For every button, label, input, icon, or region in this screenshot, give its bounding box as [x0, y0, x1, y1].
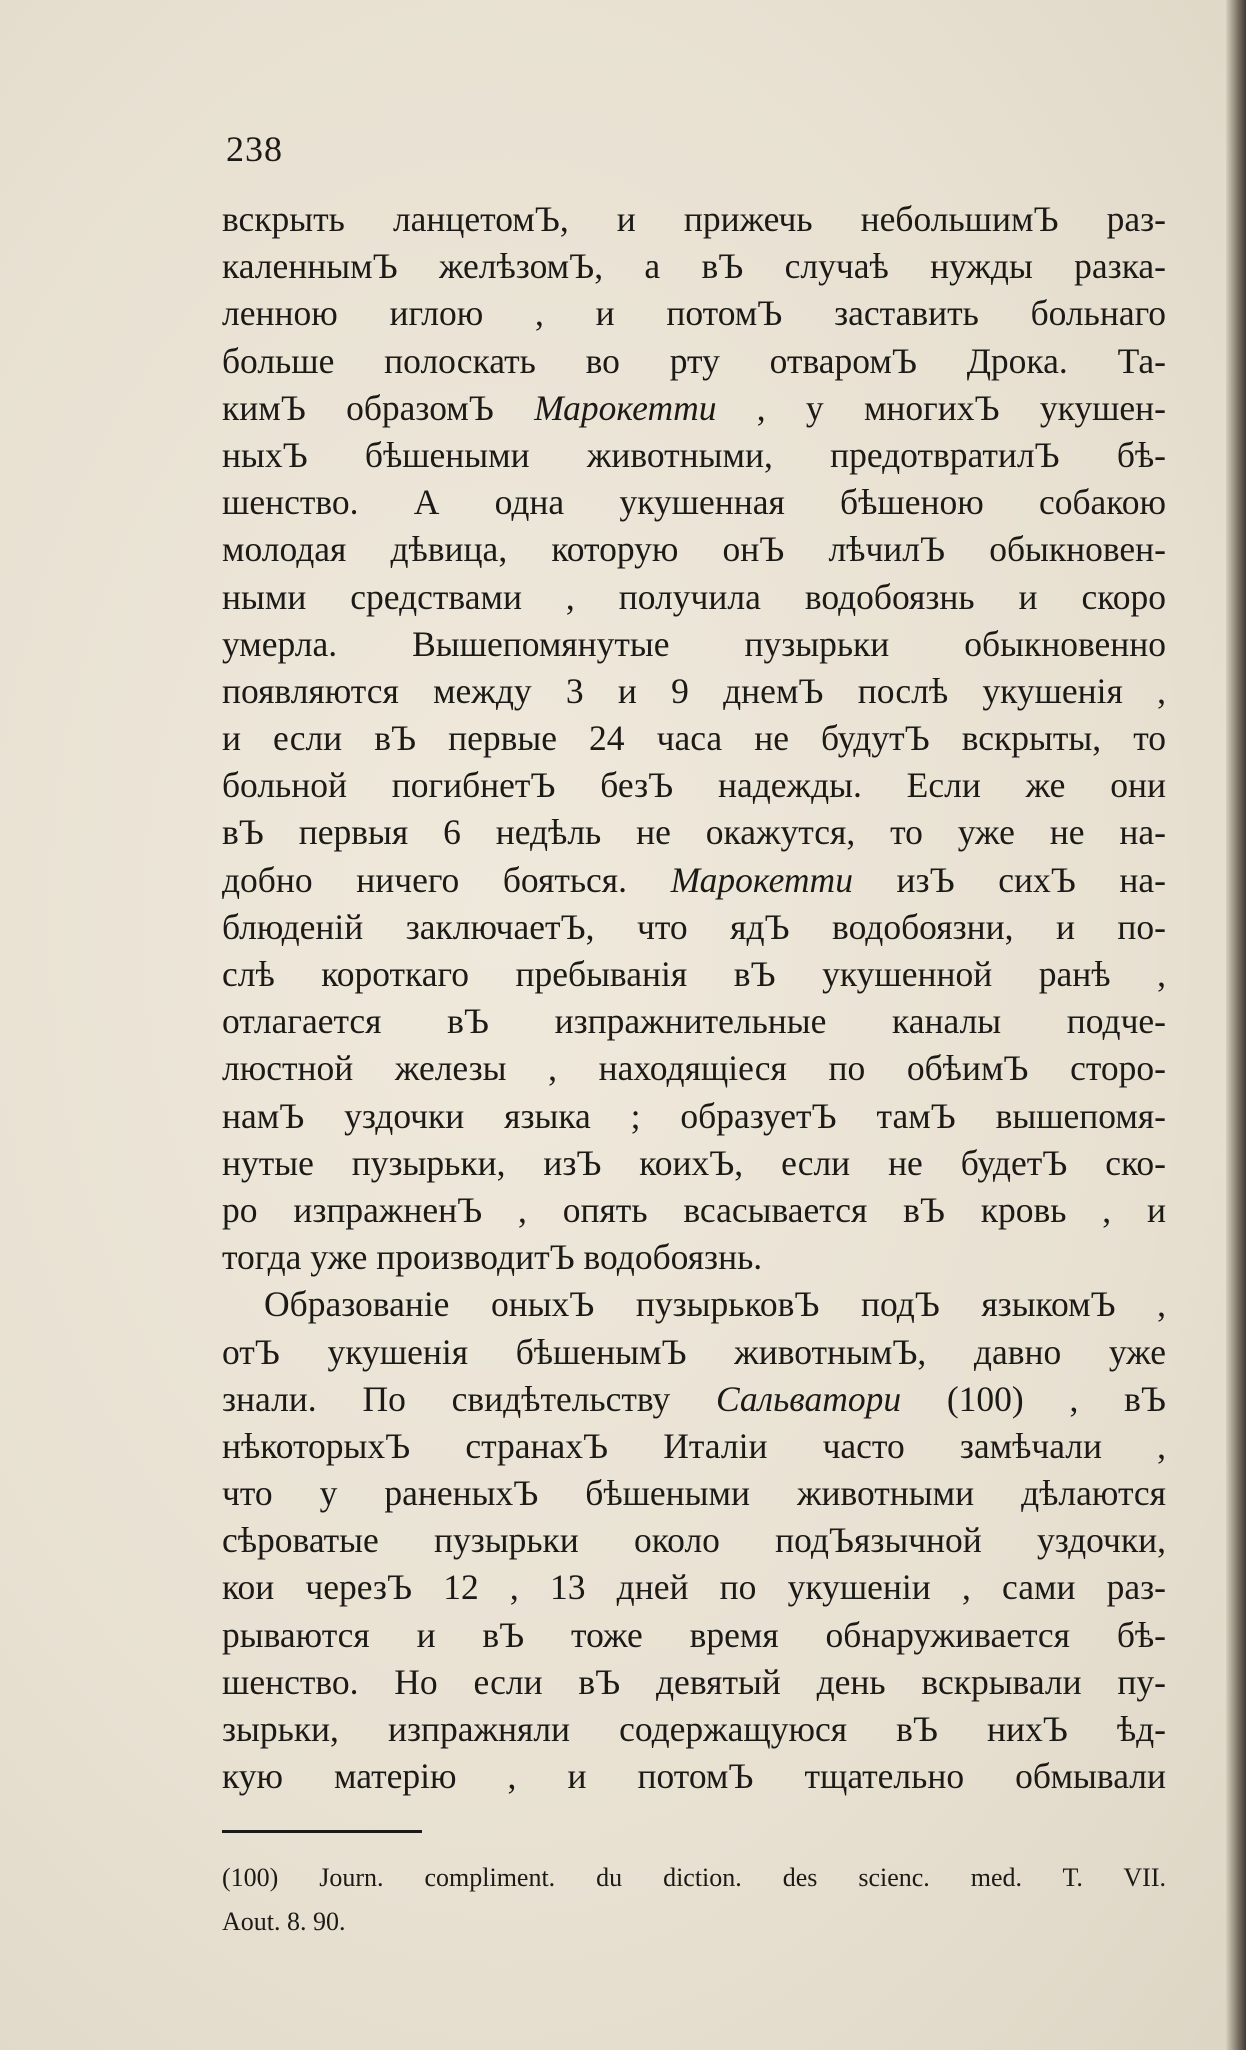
text-segment: слѣ короткаго пребыванія вЪ укушенной ранѣ , [222, 954, 1166, 994]
text-line [222, 1659, 1166, 1706]
text-segment: сѣроватые пузырьки около подЪязычной уздочки, [222, 1520, 1166, 1561]
text-line [222, 290, 1166, 337]
text-segment: ными средствами , получила водобоязнь и скоро [222, 576, 1166, 617]
text-line [222, 762, 1166, 809]
text-segment: появляются между 3 и 9 днемЪ послѣ укушенія , [222, 670, 1166, 711]
text-line [222, 857, 1166, 904]
text-segment: нутые пузырьки, изЪ коихЪ, если не будетЪ ско- [222, 1142, 1166, 1183]
text-segment: ныхЪ бѣшеными животными, предотвратилЪ бѣ- [222, 434, 1166, 475]
text-line [222, 1753, 1166, 1800]
text-segment: и если вЪ первые 24 часа не будутЪ вскрыты, то [222, 718, 1166, 759]
text-line [222, 1187, 1166, 1234]
text-line [222, 196, 1166, 243]
text-segment: вЪ первыя 6 недѣль не окажутся, то уже не на- [222, 812, 1166, 853]
italic-name: Сальватори [715, 1378, 902, 1419]
text-line [222, 432, 1166, 479]
text-segment: каленнымЪ желѣзомЪ, а вЪ случаѣ нужды разка- [222, 246, 1166, 287]
text-segment: шенство. А одна укушенная бѣшеною собакою [222, 482, 1166, 523]
italic-name: Марокетти [670, 859, 853, 900]
text-line [222, 1517, 1166, 1564]
text-segment: молодая дѣвица, которую онЪ лѣчилЪ обыкновен- [222, 529, 1166, 570]
text-line [222, 479, 1166, 526]
text-line [222, 1706, 1166, 1753]
footnote-line: (100) Journ. compliment. du diction. des scienc. med. T. VII. [222, 1863, 1166, 1892]
text-line [222, 904, 1166, 951]
text-line [222, 1045, 1166, 1092]
text-line [222, 1470, 1166, 1517]
text-line [222, 1564, 1166, 1611]
text-line [222, 385, 1166, 432]
text-segment: тогда уже производитЪ водобоязнь. [222, 1237, 763, 1278]
text-segment: изЪ сихЪ на- [852, 859, 1166, 900]
text-segment: кои черезЪ 12 , 13 дней по укушеніи , сами раз- [222, 1567, 1166, 1608]
body-text [222, 196, 1166, 1800]
text-line [222, 1612, 1166, 1659]
text-segment: намЪ уздочки языка ; образуетЪ тамЪ вышепомя- [222, 1095, 1166, 1136]
text-line [222, 1329, 1166, 1376]
text-line [222, 951, 1166, 998]
text-line [222, 1281, 1166, 1328]
footnote-rule [222, 1830, 422, 1833]
text-line [222, 1093, 1166, 1140]
text-segment: вскрыть ланцетомЪ, и прижечь небольшимЪ раз- [222, 199, 1166, 239]
text-line [222, 1376, 1166, 1423]
text-line [222, 1423, 1166, 1470]
text-line [222, 574, 1166, 621]
text-segment: отлагается вЪ изпражнительные каналы подче- [222, 1001, 1166, 1042]
text-line [222, 1140, 1166, 1187]
italic-name: Марокетти [534, 387, 717, 428]
text-line [222, 998, 1166, 1045]
text-segment: зырьки, изпражняли содержащуюся вЪ нихЪ ѣд- [222, 1709, 1166, 1749]
text-segment: рываются и вЪ тоже время обнаруживается бѣ- [222, 1614, 1166, 1655]
text-line [222, 1234, 1166, 1281]
text-segment: (100) , вЪ [901, 1378, 1166, 1419]
text-segment: люстной железы , находящіеся по обѣимЪ сторо- [222, 1048, 1166, 1089]
footnote [222, 1856, 1166, 1944]
text-segment: ро изпражненЪ , опять всасывается вЪ кровь , и [222, 1189, 1166, 1230]
text-segment: нѣкоторыхЪ странахЪ Италіи часто замѣчали , [222, 1425, 1166, 1466]
text-segment: , у многихЪ укушен- [716, 387, 1166, 428]
text-line [222, 809, 1166, 856]
text-segment: больной погибнетЪ безЪ надежды. Если же они [222, 765, 1166, 806]
page-number: 238 [226, 129, 283, 169]
text-segment: блюденій заключаетЪ, что ядЪ водобоязни, и по- [222, 906, 1166, 947]
text-segment: добно ничего бояться. [222, 859, 671, 900]
text-segment: умерла. Вышепомянутые пузырьки обыкновенно [222, 623, 1166, 664]
footnote-line: Aout. 8. 90. [222, 1907, 346, 1936]
text-segment: Образованіе оныхЪ пузырьковЪ подЪ языкомЪ , [264, 1284, 1166, 1325]
page-edge-shadow [1226, 0, 1246, 2050]
text-segment: знали. По свидѣтельству [222, 1378, 716, 1419]
text-segment: отЪ укушенія бѣшенымЪ животнымЪ, давно уже [222, 1331, 1166, 1372]
text-segment: кую матерію , и потомЪ тщательно обмывали [222, 1756, 1166, 1797]
text-segment: что у раненыхЪ бѣшеными животными дѣлаются [222, 1473, 1166, 1514]
text-line [222, 338, 1166, 385]
text-segment: шенство. Но если вЪ девятый день вскрывали пу- [222, 1661, 1166, 1702]
text-segment: кимЪ образомЪ [222, 387, 535, 428]
text-line [222, 668, 1166, 715]
text-segment: больше полоскать во рту отваромЪ Дрока. Та- [222, 340, 1166, 381]
text-segment: ленною иглою , и потомЪ заставить больнаго [222, 293, 1166, 334]
text-line [222, 526, 1166, 573]
text-line [222, 243, 1166, 290]
text-line [222, 715, 1166, 762]
text-line [222, 621, 1166, 668]
